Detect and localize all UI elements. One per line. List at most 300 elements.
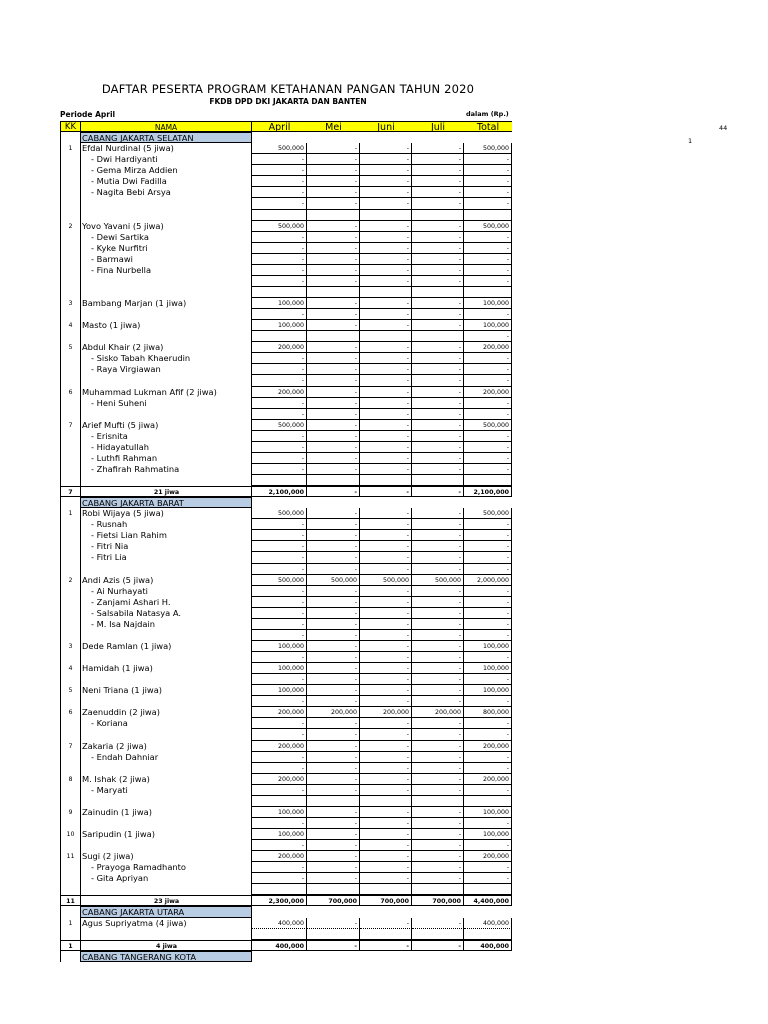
mei-cell: - [307,718,360,729]
juli-cell: - [412,652,464,663]
kk-cell: 11 [60,895,81,906]
april-cell: - [252,309,307,320]
mei-cell: - [307,862,360,873]
table-row [60,154,512,165]
april-cell: - [252,840,307,851]
april-cell: - [252,818,307,829]
total-cell: 100,000 [464,663,512,674]
total-cell: - [464,541,512,552]
total-cell [464,210,512,221]
april-cell [252,210,307,221]
juli-cell: 200,000 [412,707,464,718]
juli-cell: - [412,552,464,563]
juli-cell: - [412,619,464,630]
juli-cell [412,287,464,298]
juni-cell: - [360,619,412,630]
total-cell: - [464,818,512,829]
table-row [60,187,512,198]
juli-cell: - [412,674,464,685]
kk-cell [60,929,81,940]
april-cell: 200,000 [252,387,307,398]
table-row [60,741,512,752]
juni-cell: - [360,176,412,187]
total-cell: - [464,862,512,873]
april-cell: - [252,630,307,641]
juni-cell: - [360,608,412,619]
table-row [60,387,512,398]
april-cell: - [252,652,307,663]
april-cell: - [252,232,307,243]
name-cell [81,630,252,641]
name-cell [81,331,252,342]
table-row [60,564,512,575]
kk-cell [60,729,81,740]
april-cell: - [252,674,307,685]
juni-cell: - [360,154,412,165]
name-cell: Zainudin (1 jiwa) [81,807,252,818]
juni-cell: - [360,752,412,763]
header-total: Total [464,121,512,132]
table-row [60,552,512,563]
kk-cell [60,464,81,475]
table-row [60,530,512,541]
juni-cell: - [360,674,412,685]
april-cell: 500,000 [252,221,307,232]
table-row [60,198,512,209]
table-row [60,884,512,895]
kk-cell [60,630,81,641]
name-cell: Zaenuddin (2 jiwa) [81,707,252,718]
juni-cell: 500,000 [360,575,412,586]
name-cell [81,696,252,707]
april-cell: 200,000 [252,342,307,353]
april-cell: - [252,442,307,453]
april-cell: - [252,729,307,740]
mei-cell: - [307,154,360,165]
name-cell: - Barmawi [81,254,252,265]
kk-cell: 2 [60,575,81,586]
juli-cell: - [412,530,464,541]
name-cell: Zakaria (2 jiwa) [81,741,252,752]
name-cell [81,309,252,320]
table-row [60,298,512,309]
name-cell: - Nagita Bebi Arsya [81,187,252,198]
april-cell [252,287,307,298]
table-row [60,729,512,740]
kk-cell: 10 [60,829,81,840]
mei-cell: - [307,530,360,541]
juli-cell: - [412,685,464,696]
kk-cell [60,309,81,320]
table-row [60,331,512,342]
mei-cell: - [307,353,360,364]
april-cell: 2,300,000 [252,895,307,906]
total-cell: - [464,254,512,265]
april-cell: 400,000 [252,918,307,929]
april-cell: - [252,608,307,619]
name-cell: Dede Ramlan (1 jiwa) [81,641,252,652]
total-cell: - [464,243,512,254]
name-cell [81,796,252,807]
table-row [60,597,512,608]
total-cell: - [464,364,512,375]
table-row [60,309,512,320]
kk-cell: 3 [60,641,81,652]
name-cell: - Raya Virgiawan [81,364,252,375]
kk-cell [60,552,81,563]
juni-cell: - [360,774,412,785]
april-cell [252,929,307,940]
mei-cell: - [307,552,360,563]
total-cell: - [464,729,512,740]
kk-cell [60,652,81,663]
table-row [60,265,512,276]
mei-cell: - [307,608,360,619]
juli-cell: - [412,818,464,829]
mei-cell: - [307,342,360,353]
juli-cell: - [412,918,464,929]
name-cell [81,929,252,940]
name-cell: Sugi (2 jiwa) [81,851,252,862]
juni-cell: - [360,143,412,154]
april-cell: 100,000 [252,641,307,652]
table-row [60,829,512,840]
mei-cell [307,796,360,807]
juli-cell: - [412,641,464,652]
total-cell: - [464,718,512,729]
mei-cell: - [307,409,360,420]
total-cell: 500,000 [464,143,512,154]
juli-cell: - [412,564,464,575]
name-cell: - Fitri Lia [81,552,252,563]
april-cell: 200,000 [252,774,307,785]
april-cell: 400,000 [252,940,307,951]
juli-cell: - [412,729,464,740]
juli-cell: - [412,154,464,165]
april-cell: - [252,198,307,209]
mei-cell: - [307,641,360,652]
header-juni: Juni [360,121,412,132]
name-cell: Abdul Khair (2 jiwa) [81,342,252,353]
kk-cell [60,530,81,541]
name-cell: - Dwi Hardiyanti [81,154,252,165]
name-cell: Arief Mufti (5 jiwa) [81,420,252,431]
juli-cell: - [412,265,464,276]
total-cell: - [464,696,512,707]
juli-cell: - [412,807,464,818]
kk-cell: 2 [60,221,81,232]
april-cell: - [252,176,307,187]
subtotal-row [60,940,512,951]
total-cell: - [464,752,512,763]
juni-cell [360,884,412,895]
juni-cell: - [360,342,412,353]
kk-cell [60,873,81,884]
name-cell: Bambang Marjan (1 jiwa) [81,298,252,309]
mei-cell: - [307,564,360,575]
branch-row [60,951,512,962]
juni-cell: - [360,519,412,530]
kk-cell [60,785,81,796]
table-row [60,398,512,409]
mei-cell: - [307,774,360,785]
table-row [60,453,512,464]
name-cell [81,884,252,895]
total-cell [464,475,512,486]
kk-cell [60,431,81,442]
juli-cell: - [412,342,464,353]
kk-cell [60,674,81,685]
juli-cell [412,475,464,486]
total-cell: 2,000,000 [464,575,512,586]
kk-cell [60,331,81,342]
kk-cell [60,475,81,486]
name-cell: 4 jiwa [81,940,252,951]
juli-cell: - [412,375,464,386]
kk-cell [60,287,81,298]
name-cell: - Endah Dahniar [81,752,252,763]
table-row [60,431,512,442]
table-body [60,132,512,962]
mei-cell [307,331,360,342]
table-row [60,851,512,862]
total-cell: - [464,276,512,287]
total-cell: - [464,431,512,442]
table-row [60,276,512,287]
table-row [60,608,512,619]
total-cell: 200,000 [464,851,512,862]
april-cell: - [252,763,307,774]
total-cell: - [464,232,512,243]
total-cell: - [464,375,512,386]
table-row [60,519,512,530]
total-cell: - [464,187,512,198]
juli-cell: - [412,298,464,309]
april-cell: - [252,541,307,552]
juni-cell: - [360,851,412,862]
table-row [60,641,512,652]
juli-cell [412,331,464,342]
name-cell [81,198,252,209]
table-row [60,364,512,375]
name-cell [81,652,252,663]
name-cell: Masto (1 jiwa) [81,320,252,331]
mei-cell: - [307,176,360,187]
juli-cell: - [412,862,464,873]
mei-cell: - [307,685,360,696]
juli-cell: - [412,420,464,431]
mei-cell: - [307,243,360,254]
juli-cell: - [412,785,464,796]
table-row [60,840,512,851]
mei-cell: - [307,851,360,862]
april-cell: - [252,187,307,198]
mei-cell: - [307,519,360,530]
kk-cell [60,232,81,243]
kk-cell [60,442,81,453]
juli-cell: - [412,586,464,597]
table-row [60,796,512,807]
juni-cell: - [360,508,412,519]
april-cell: 100,000 [252,829,307,840]
kk-cell: 1 [60,918,81,929]
total-cell: - [464,154,512,165]
table-row [60,807,512,818]
mei-cell: - [307,586,360,597]
juli-cell [412,884,464,895]
table-row [60,630,512,641]
name-cell: - Salsabila Natasya A. [81,608,252,619]
name-cell: - Erisnita [81,431,252,442]
total-cell: 2,100,000 [464,486,512,497]
kk-cell [60,254,81,265]
juli-cell: - [412,320,464,331]
mei-cell: - [307,829,360,840]
juli-cell: - [412,940,464,951]
total-cell: - [464,608,512,619]
april-cell: - [252,873,307,884]
juni-cell [360,210,412,221]
name-cell: Neni Triana (1 jiwa) [81,685,252,696]
juni-cell [360,929,412,940]
table-row [60,143,512,154]
branch-name: CABANG TANGERANG KOTA [81,951,252,962]
mei-cell: - [307,541,360,552]
april-cell: 100,000 [252,298,307,309]
kk-cell [60,586,81,597]
total-cell: - [464,785,512,796]
juni-cell [360,796,412,807]
total-cell: - [464,198,512,209]
total-cell: - [464,564,512,575]
kk-cell [60,453,81,464]
april-cell: - [252,552,307,563]
kk-cell: 3 [60,298,81,309]
table-row [60,541,512,552]
total-cell: - [464,265,512,276]
kk-cell [60,187,81,198]
juni-cell: - [360,420,412,431]
mei-cell: - [307,187,360,198]
table-row [60,929,512,940]
kk-cell [60,398,81,409]
name-cell: Hamidah (1 jiwa) [81,663,252,674]
name-cell [81,729,252,740]
mei-cell: - [307,165,360,176]
juni-cell: 200,000 [360,707,412,718]
table-row [60,685,512,696]
juni-cell: - [360,221,412,232]
juli-cell: 500,000 [412,575,464,586]
mei-cell [307,475,360,486]
total-cell: 800,000 [464,707,512,718]
juni-cell: - [360,840,412,851]
juni-cell: - [360,265,412,276]
april-cell: - [252,154,307,165]
name-cell: - Zhafirah Rahmatina [81,464,252,475]
kk-cell [60,763,81,774]
juni-cell: - [360,741,412,752]
mei-cell: - [307,696,360,707]
april-cell: 200,000 [252,707,307,718]
table-row [60,818,512,829]
kk-cell [60,564,81,575]
kk-cell [60,375,81,386]
april-cell: 100,000 [252,807,307,818]
table-row [60,718,512,729]
total-cell: 100,000 [464,685,512,696]
header-name: NAMA [81,121,252,132]
participant-table [60,121,512,962]
total-cell: - [464,630,512,641]
juni-cell [360,475,412,486]
table-row [60,873,512,884]
juli-cell: - [412,696,464,707]
mei-cell: - [307,387,360,398]
mei-cell: - [307,398,360,409]
table-row [60,375,512,386]
april-cell: - [252,464,307,475]
juli-cell: - [412,453,464,464]
juli-cell: - [412,630,464,641]
table-row [60,652,512,663]
total-cell: - [464,442,512,453]
juli-cell: - [412,608,464,619]
april-cell: - [252,254,307,265]
juli-cell: - [412,763,464,774]
juli-cell: - [412,176,464,187]
name-cell: - Heni Suheni [81,398,252,409]
kk-cell [60,884,81,895]
juni-cell: - [360,586,412,597]
april-cell: 100,000 [252,685,307,696]
juni-cell: - [360,298,412,309]
juli-cell: - [412,232,464,243]
total-cell: 500,000 [464,221,512,232]
mei-cell: - [307,597,360,608]
table-row [60,221,512,232]
juli-cell: - [412,276,464,287]
juni-cell: - [360,918,412,929]
table-row [60,442,512,453]
total-cell: 100,000 [464,320,512,331]
branch-row [60,906,512,917]
name-cell: - Fina Nurbella [81,265,252,276]
table-row [60,774,512,785]
kk-cell: 1 [60,143,81,154]
branch-name: CABANG JAKARTA BARAT [81,497,252,508]
table-row [60,663,512,674]
april-cell: 100,000 [252,663,307,674]
juni-cell: - [360,232,412,243]
total-cell: - [464,552,512,563]
name-cell: - Dewi Sartika [81,232,252,243]
total-cell [464,287,512,298]
kk-cell: 4 [60,320,81,331]
juni-cell: - [360,364,412,375]
total-cell: - [464,530,512,541]
kk-cell [60,752,81,763]
april-cell: - [252,718,307,729]
table-row [60,165,512,176]
juli-cell: - [412,198,464,209]
april-cell: - [252,597,307,608]
april-cell: - [252,696,307,707]
april-cell: - [252,619,307,630]
subtotal-row [60,895,512,906]
juli-cell: - [412,508,464,519]
juli-cell: - [412,718,464,729]
